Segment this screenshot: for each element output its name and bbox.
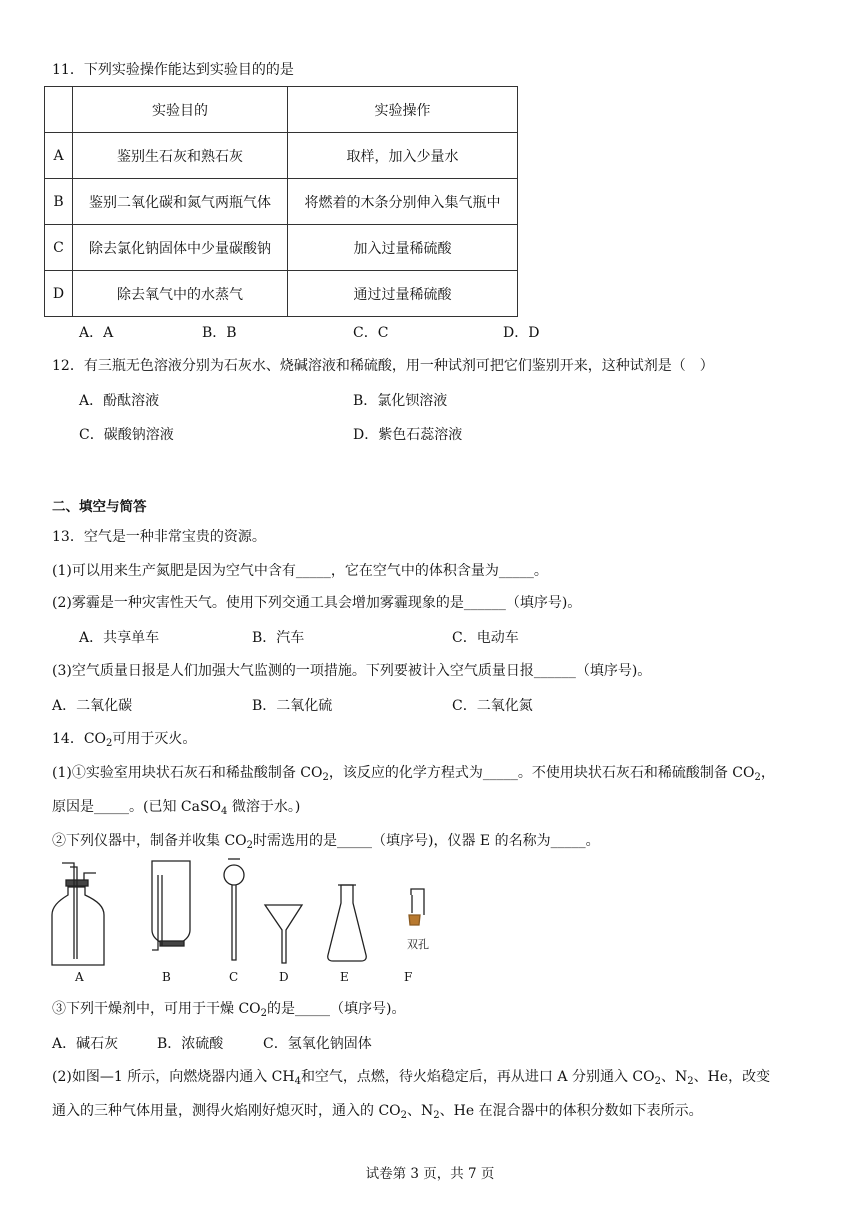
- q14-text: 和空气，点燃，待火焰稳定后，再从进口 A 分别通入 CO: [300, 1069, 655, 1085]
- table-header-row: [45, 87, 518, 133]
- apparatus-c-thistle-funnel: [224, 859, 244, 960]
- q13-part1: (1)可以用来生产氮肥是因为空气中含有_____，它在空气中的体积含量为_____。: [52, 563, 548, 579]
- row-label: B: [45, 179, 73, 225]
- subscript: 2: [433, 1110, 440, 1121]
- q14-stem: [52, 729, 196, 749]
- apparatus-label: F: [404, 970, 413, 984]
- subscript: 2: [400, 1110, 408, 1121]
- subscript: 4: [294, 1076, 301, 1087]
- q14-text: ，: [760, 765, 775, 781]
- q14-text: (1)①实验室用块状石灰石和稀盐酸制备 CO: [52, 765, 323, 781]
- q14-text: 通入的三种气体用量，测得火焰刚好熄灭时，通入的 CO: [52, 1103, 401, 1119]
- apparatus-b-inverted-bottle: [152, 861, 190, 950]
- row-goal: 鉴别二氧化碳和氮气两瓶气体: [73, 179, 288, 225]
- row-op: 将燃着的木条分别伸入集气瓶中: [288, 179, 518, 225]
- q11-option-d[interactable]: D．D: [503, 325, 540, 341]
- q14-stem-text: 可用于灭火。: [112, 731, 197, 747]
- q14-dry-option-b[interactable]: B．浓硫酸: [157, 1036, 224, 1052]
- q13-p3-option-a[interactable]: A．二氧化碳: [52, 698, 133, 714]
- page-footer: 试卷第 3 页，共 7 页: [365, 1166, 495, 1182]
- row-op: 取样，加入少量水: [288, 133, 518, 179]
- row-label: A: [45, 133, 73, 179]
- q12-option-c[interactable]: C．碳酸钠溶液: [79, 427, 174, 443]
- subscript: 2: [654, 1076, 661, 1087]
- apparatus-label: D: [279, 970, 289, 984]
- apparatus-figure: [40, 855, 460, 970]
- q13-part3: (3)空气质量日报是人们加强大气监测的一项措施。下列要被计入空气质量日报______（填序号)。: [52, 663, 652, 679]
- q12-option-a[interactable]: A．酚酞溶液: [79, 393, 160, 409]
- table-row: [45, 133, 518, 179]
- apparatus-e-conical-flask: [328, 885, 367, 961]
- q14-text: 、N: [660, 1069, 688, 1085]
- stopper-caption: 双孔: [407, 938, 429, 951]
- q14-stem-text: 14．CO: [52, 731, 107, 747]
- q13-p2-option-a[interactable]: A．共享单车: [79, 630, 160, 646]
- q14-text: ②下列仪器中，制备并收集 CO: [52, 833, 247, 849]
- table-header-cell: 实验操作: [288, 87, 518, 133]
- q14-text: 时需选用的是_____（填序号)，仪器 E 的名称为_____。: [253, 833, 600, 849]
- subscript: 2: [106, 738, 113, 749]
- q11-option-c[interactable]: C．C: [353, 325, 389, 341]
- subscript: 4: [221, 806, 228, 817]
- q14-dry-option-a[interactable]: A．碱石灰: [52, 1036, 119, 1052]
- table-row: [45, 271, 518, 317]
- section-title: 二、填空与简答: [52, 499, 147, 515]
- q14-line6: [52, 1101, 703, 1121]
- apparatus-f-stopper: [409, 889, 424, 925]
- q14-line3: [52, 831, 600, 851]
- q13-p2-option-c[interactable]: C．电动车: [452, 630, 519, 646]
- q14-line4: [52, 999, 405, 1019]
- subscript: 2: [322, 772, 329, 783]
- q14-text: 、He 在混合器中的体积分数如下表所示。: [439, 1103, 703, 1119]
- q14-text: 、N: [407, 1103, 434, 1119]
- q12-option-b[interactable]: B．氯化钡溶液: [353, 393, 448, 409]
- q14-line1: [52, 763, 775, 783]
- q13-p3-option-c[interactable]: C．二氧化氮: [452, 698, 533, 714]
- q14-text: 原因是_____。(已知 CaSO: [52, 799, 222, 815]
- apparatus-a-gas-bottle: [52, 863, 104, 965]
- apparatus-label: C: [229, 970, 239, 984]
- apparatus-label: A: [75, 970, 84, 984]
- subscript: 2: [687, 1076, 694, 1087]
- row-goal: 除去氧气中的水蒸气: [73, 271, 288, 317]
- q11-option-a[interactable]: A．A: [79, 325, 114, 341]
- subscript: 2: [260, 1008, 268, 1019]
- row-label: D: [45, 271, 73, 317]
- q14-dry-option-c[interactable]: C．氢氧化钠固体: [263, 1036, 372, 1052]
- row-goal: 除去氯化钠固体中少量碳酸钠: [73, 225, 288, 271]
- apparatus-d-funnel: [265, 905, 302, 963]
- q11-option-b[interactable]: B．B: [202, 325, 237, 341]
- row-op: 加入过量稀硫酸: [288, 225, 518, 271]
- table-row: [45, 179, 518, 225]
- q14-text: ，该反应的化学方程式为_____。不使用块状石灰石和稀硫酸制备 CO: [328, 765, 755, 781]
- row-goal: 鉴别生石灰和熟石灰: [73, 133, 288, 179]
- table-row: [45, 225, 518, 271]
- q12-stem: 12．有三瓶无色溶液分别为石灰水、烧碱溶液和稀硫酸，用一种试剂可把它们鉴别开来，这种试剂是（ ）: [52, 358, 714, 374]
- table-header-cell: [45, 87, 73, 133]
- row-op: 通过过量稀硫酸: [288, 271, 518, 317]
- q11-stem: 11．下列实验操作能达到实验目的的是: [52, 62, 294, 78]
- q11-table: [44, 86, 518, 317]
- q14-text: 的是_____（填序号)。: [267, 1001, 406, 1017]
- q13-p3-option-b[interactable]: B．二氧化硫: [252, 698, 333, 714]
- q14-text: 微溶于水。): [227, 799, 301, 815]
- q14-line5: [52, 1067, 770, 1087]
- subscript: 2: [754, 772, 761, 783]
- q14-text: 、He，改变: [693, 1069, 771, 1085]
- q13-part2: (2)雾霾是一种灾害性天气。使用下列交通工具会增加雾霾现象的是______（填序号)。: [52, 595, 582, 611]
- apparatus-label: E: [340, 970, 349, 984]
- q14-text: (2)如图—1 所示，向燃烧器内通入 CH: [52, 1069, 295, 1085]
- row-label: C: [45, 225, 73, 271]
- apparatus-label: B: [162, 970, 171, 984]
- q13-stem: 13．空气是一种非常宝贵的资源。: [52, 529, 266, 545]
- q14-text: ③下列干燥剂中，可用于干燥 CO: [52, 1001, 261, 1017]
- q14-line2: [52, 797, 300, 817]
- subscript: 2: [246, 840, 254, 851]
- q12-option-d[interactable]: D．紫色石蕊溶液: [353, 427, 463, 443]
- q13-p2-option-b[interactable]: B．汽车: [252, 630, 305, 646]
- table-header-cell: 实验目的: [73, 87, 288, 133]
